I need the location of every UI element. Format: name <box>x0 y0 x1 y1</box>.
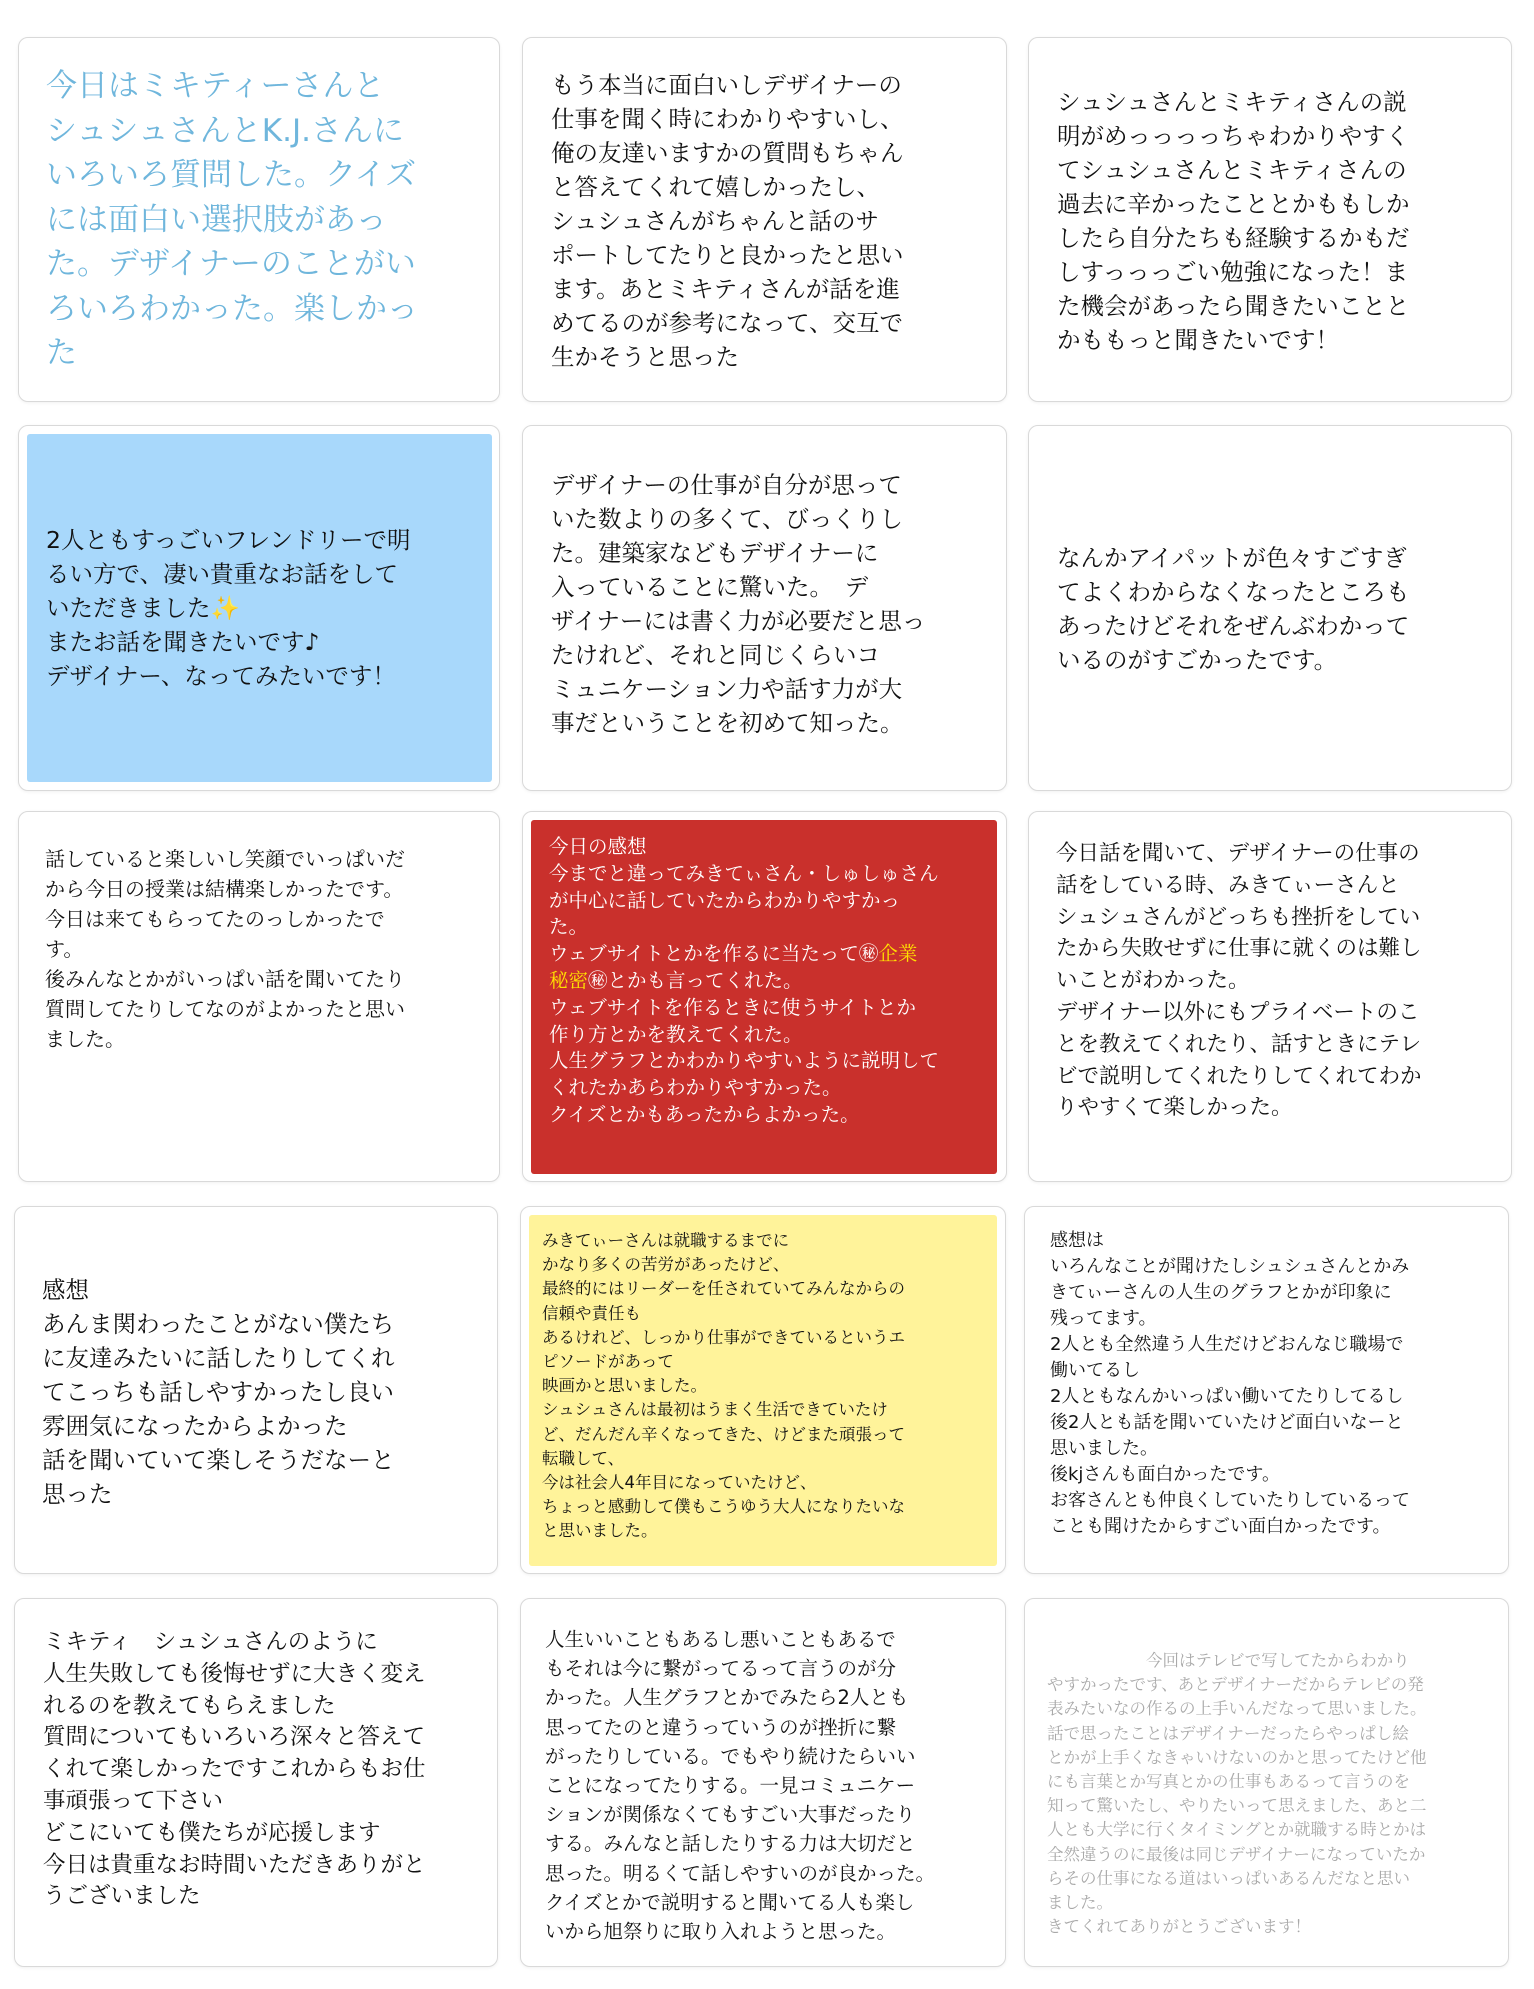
comment-card-13 <box>14 1598 498 1967</box>
secret-mark-icon: ㊙ <box>858 942 879 966</box>
comment-card-2 <box>522 37 1007 402</box>
comment-text-4-part2: またお話を聞きたいです♪ デザイナー、なってみたいです！ <box>46 628 396 690</box>
comment-card-4 <box>18 425 500 791</box>
comment-card-9 <box>1028 811 1512 1182</box>
comment-text-4-part1: 2人ともすっごいフレンドリーで明 るい方で、凄い貴重なお話をして いただきました <box>46 526 411 622</box>
comment-text-7: 話していると楽しいし笑顔でいっぱいだ から今日の授業は結構楽しかったです。 今日は来てもらってたのっしかったで す。 後みんなとかがいっぱい話を聞いてたり 質問してたりしてなのがよかったと思い ました。 <box>45 847 405 1051</box>
comment-text-8-part2: とかも言ってくれた。 ウェブサイトを作るときに使うサイトとか 作り方とかを教えてくれた。 人生グラフとかわかりやすいように説明して くれたかあらわかりやすかった。 クイズとかもあったからよかった。 <box>549 968 940 1126</box>
comment-text-11: みきてぃーさんは就職するまでに かなり多くの苦労があったけど、 最終的にはリーダーを任されていてみんなからの 信頼や責任も あるけれど、しっかり仕事ができているというエ ピソードがあって 映画かと思いました。 シュシュさんは最初はうまく生活できていたけ ど、だんだん辛くなってきた、けどまた頑張って 転職して、 今は社会人4年目になっていたけど、 ちょっと感動して僕もこうゆう大人になりたいな と思いました。 <box>542 1231 905 1541</box>
comment-text-6: なんかアイパットが色々すごすぎ てよくわからなくなったところも あったけどそれをぜんぶわかって いるのがすごかったです。 <box>1057 544 1410 674</box>
comment-card-11 <box>520 1206 1006 1574</box>
comment-card-6 <box>1028 425 1512 791</box>
comment-text-8-part1: 今日の感想 今までと違ってみきてぃさん・しゅしゅさん が中心に話していたからわかりやすかっ た。 ウェブサイトとかを作るに当たって <box>549 835 939 966</box>
comment-text-15: 今回はテレビで写してたからわかり やすかったです、あとデザイナーだからテレビの発 表みたいなの作るの上手いんだなって思いました。 話で思ったことはデザイナーだったらやっぱし絵 とかが上手くなきゃいけないのかと思ってたけど他 にも言葉とか写真とかの仕事もあるって言うのを 知って驚いたし、やりたいって思えました、あと二 人とも大学に行くタイミングとか就職する時とかは 全然違うのに最後は同じデザイナーになっていたか らその仕事になる道はいっぱいあるんだなと思い ました。 きてくれてありがとうございます！ <box>1047 1651 1427 1937</box>
comment-card-5 <box>522 425 1007 791</box>
comment-text-1: 今日はミキティーさんと シュシュさんとK.J.さんに いろいろ質問した。クイズ には面白い選択肢があっ た。デザイナーのことがい ろいろわかった。楽しかっ た <box>46 68 418 371</box>
comment-text-10: 感想 あんま関わったことがない僕たち に友達みたいに話したりしてくれ てこっちも話しやすかったし良い 雰囲気になったからよかった 話を聞いていて楽しそうだなーと 思った <box>42 1276 395 1508</box>
comment-text-8-highlight: 企業 秘密 <box>549 942 918 992</box>
comment-text-13: ミキティ シュシュさんのように 人生失敗しても後悔せずに大きく変え れるのを教えてもらえました 質問についてもいろいろ深々と答えて くれて楽しかったですこれからもお仕 事頑張って下さい どこにいても僕たちが応援します 今日は貴重なお時間いただきありがと うございました <box>43 1629 426 1910</box>
comment-text-12: 感想は いろんなことが聞けたしシュシュさんとかみ きてぃーさんの人生のグラフとかが印象に 残ってます。 2人とも全然違う人生だけどおんなじ職場で 働いてるし 2人ともなんかいっぱい働いてたりしてるし 後2人とも話を聞いていたけど面白いなーと 思いました。 後kjさんも面白かったです。 お客さんとも仲良くしていたりしているって ことも聞けたからすごい面白かったです。 <box>1050 1230 1410 1537</box>
comment-text-4 <box>46 523 491 693</box>
comment-card-7 <box>18 811 500 1182</box>
comment-card-3 <box>1028 37 1512 402</box>
comment-card-10 <box>14 1206 498 1574</box>
comment-card-15 <box>1024 1598 1509 1967</box>
comment-text-5: デザイナーの仕事が自分が思って いた数よりの多くて、びっくりし た。建築家などもデザイナーに 入っていることに驚いた。 デ ザイナーには書く力が必要だと思っ たけれど、それと同じくらいコ ミュニケーション力や話す力が大 事だということを初めて知った。 <box>551 471 926 737</box>
comment-text-2: もう本当に面白いしデザイナーの 仕事を聞く時にわかりやすいし、 俺の友達いますかの質問もちゃん と答えてくれて嬉しかったし、 シュシュさんがちゃんと話のサ ポートしてたりと良かったと思い ます。あとミキティさんが話を進 めてるのが参考になって、交互で 生かそうと思った <box>551 71 904 371</box>
comment-text-9: 今日話を聞いて、デザイナーの仕事の 話をしている時、みきてぃーさんと シュシュさんがどっちも挫折をしてい たから失敗せずに仕事に就くのは難し いことがわかった。 デザイナー以外にもプライベートのこ とを教えてくれたり、話すときにテレ ビで説明してくれたりしてくれてわか りやすくて楽しかった。 <box>1056 841 1422 1121</box>
comment-card-8 <box>522 811 1007 1182</box>
comment-text-3: シュシュさんとミキティさんの説 明がめっっっっちゃわかりやすく てシュシュさんとミキティさんの 過去に辛かったこととかももしか したら自分たちも経験するかもだ しすっっっごい勉強になった！ま た機会があったら聞きたいことと かももっと聞きたいです！ <box>1057 88 1410 354</box>
comment-text-8 <box>549 834 999 1129</box>
comment-text-14: 人生いいこともあるし悪いこともあるで もそれは今に繋がってるって言うのが分 かった。人生グラフとかでみたら2人とも 思ってたのと違うっていうのが挫折に繋 がったりしている。でもやり続けたらいい ことになってたりする。一見コミュニケー ションが関係なくてもすごい大事だったり する。みんなと話したりする力は大切だと 思った。明るくて話しやすいのが良かった。 クイズとかで説明すると聞いてる人も楽し いから旭祭りに取り入れようと思った。 <box>545 1628 936 1944</box>
sparkles-icon: ✨ <box>210 594 240 622</box>
secret-mark-icon-2: ㊙ <box>588 968 608 992</box>
comment-card-14 <box>520 1598 1006 1967</box>
comment-card-1 <box>18 37 500 402</box>
comment-card-12 <box>1024 1206 1509 1574</box>
